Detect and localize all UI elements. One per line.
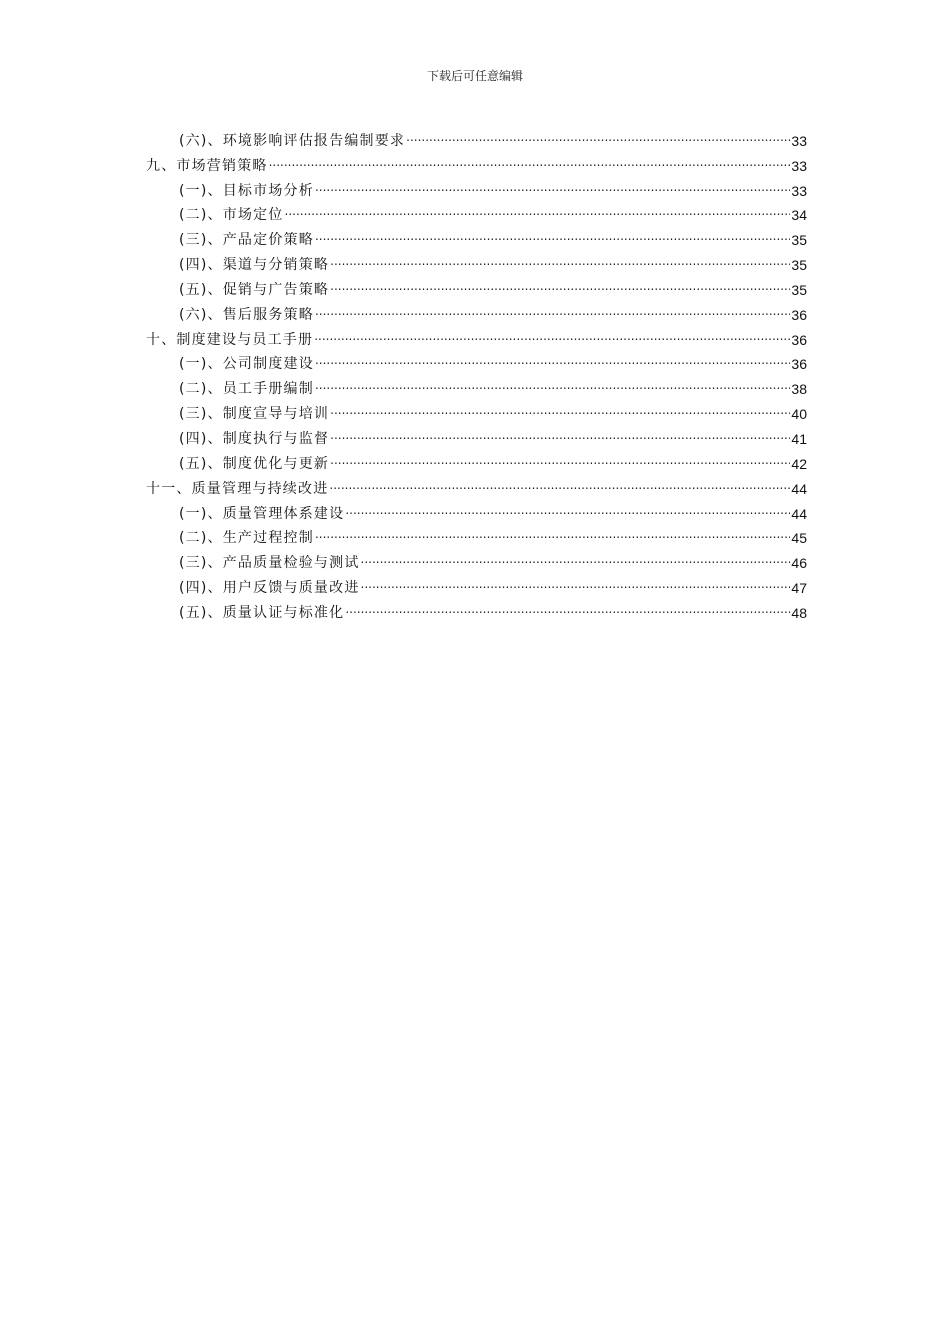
toc-entry-page: 36 (791, 331, 807, 348)
toc-leader-dots (330, 450, 790, 470)
toc-entry-title: (四)、用户反馈与质量改进 (179, 580, 360, 597)
toc-leader-dots (269, 152, 791, 172)
toc-leader-dots (285, 201, 791, 221)
toc-leader-dots (315, 524, 790, 544)
toc-entry[interactable] (146, 275, 807, 300)
toc-entry[interactable] (146, 598, 807, 623)
toc-leader-dots (315, 301, 790, 321)
table-of-contents (146, 126, 807, 623)
toc-leader-dots (345, 500, 790, 520)
toc-entry-title: (六)、售后服务策略 (179, 306, 314, 323)
toc-entry-title: (一)、目标市场分析 (179, 182, 314, 199)
toc-entry-title: (二)、市场定位 (179, 207, 284, 224)
toc-entry-page: 34 (791, 207, 807, 224)
toc-entry[interactable] (146, 250, 807, 275)
toc-entry-page: 47 (791, 580, 807, 597)
toc-leader-dots (315, 375, 790, 395)
toc-entry-page: 46 (791, 555, 807, 572)
page-header: 下载后可任意编辑 (426, 69, 523, 83)
toc-entry-page: 40 (791, 406, 807, 423)
toc-entry-title: (二)、员工手册编制 (179, 381, 314, 398)
toc-entry-title: (四)、渠道与分销策略 (179, 257, 330, 274)
toc-leader-dots (361, 574, 791, 594)
toc-leader-dots (330, 251, 790, 271)
toc-entry-title: (三)、产品质量检验与测试 (179, 555, 360, 572)
toc-entry-title: (一)、公司制度建设 (179, 356, 314, 373)
toc-entry-page: 33 (791, 182, 807, 199)
toc-leader-dots (315, 226, 790, 246)
toc-entry-title: (三)、制度宣导与培训 (179, 406, 330, 423)
toc-entry-title: (五)、质量认证与标准化 (179, 604, 345, 621)
toc-entry-page: 44 (791, 480, 807, 497)
toc-leader-dots (406, 127, 790, 147)
toc-entry[interactable] (146, 325, 807, 350)
toc-entry-title: (一)、质量管理体系建设 (179, 505, 345, 522)
toc-entry-page: 33 (791, 157, 807, 174)
toc-entry-title: (三)、产品定价策略 (179, 232, 314, 249)
toc-entry-page: 33 (791, 132, 807, 149)
toc-leader-dots (314, 326, 790, 346)
toc-entry-title: (四)、制度执行与监督 (179, 430, 330, 447)
toc-leader-dots (329, 475, 790, 495)
toc-leader-dots (361, 549, 791, 569)
toc-entry[interactable] (146, 225, 807, 250)
toc-entry[interactable] (146, 474, 807, 499)
toc-entry-title: 十一、质量管理与持续改进 (146, 480, 329, 497)
toc-leader-dots (330, 425, 790, 445)
toc-entry-page: 38 (791, 381, 807, 398)
toc-entry-title: (六)、环境影响评估报告编制要求 (179, 132, 406, 149)
toc-entry[interactable] (146, 573, 807, 598)
toc-entry[interactable] (146, 449, 807, 474)
toc-entry-page: 42 (791, 455, 807, 472)
toc-entry-page: 44 (791, 505, 807, 522)
toc-entry[interactable] (146, 176, 807, 201)
toc-entry-title: 九、市场营销策略 (146, 157, 268, 174)
toc-entry[interactable] (146, 126, 807, 151)
toc-entry-page: 35 (791, 257, 807, 274)
toc-entry-page: 48 (791, 604, 807, 621)
toc-entry[interactable] (146, 374, 807, 399)
toc-entry-title: (二)、生产过程控制 (179, 530, 314, 547)
toc-leader-dots (330, 276, 790, 296)
toc-entry-title: (五)、制度优化与更新 (179, 455, 330, 472)
toc-entry-title: (五)、促销与广告策略 (179, 281, 330, 298)
toc-entry-title: 十、制度建设与员工手册 (146, 331, 314, 348)
toc-entry-page: 36 (791, 356, 807, 373)
toc-entry-page: 41 (791, 430, 807, 447)
toc-entry[interactable] (146, 524, 807, 549)
toc-entry[interactable] (146, 300, 807, 325)
toc-entry[interactable] (146, 424, 807, 449)
toc-entry[interactable] (146, 201, 807, 226)
toc-leader-dots (330, 400, 790, 420)
toc-entry[interactable] (146, 499, 807, 524)
toc-leader-dots (315, 177, 790, 197)
toc-entry-page: 36 (791, 306, 807, 323)
toc-entry[interactable] (146, 350, 807, 375)
toc-entry-page: 45 (791, 530, 807, 547)
toc-entry[interactable] (146, 399, 807, 424)
toc-entry-page: 35 (791, 281, 807, 298)
toc-entry[interactable] (146, 548, 807, 573)
toc-entry[interactable] (146, 151, 807, 176)
toc-leader-dots (315, 350, 790, 370)
toc-entry-page: 35 (791, 232, 807, 249)
toc-leader-dots (345, 599, 790, 619)
